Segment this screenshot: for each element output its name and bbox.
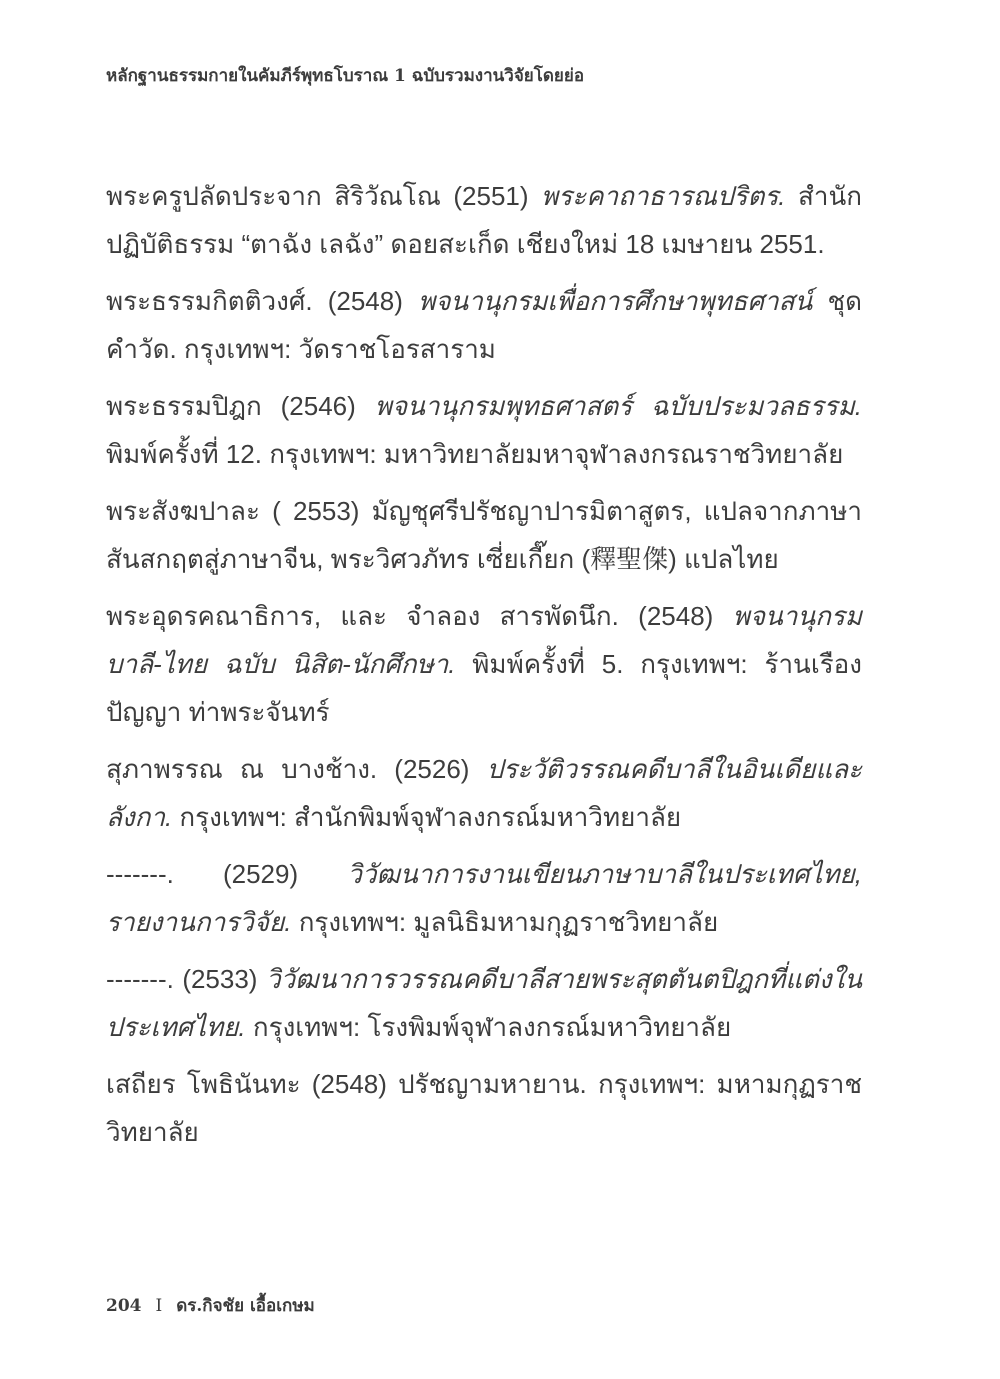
reference-author-year: สุภาพรรณ ณ บางช้าง. (2526) — [106, 754, 487, 784]
reference-publication: พิมพ์ครั้งที่ 5. กรุงเทพฯ: ร้านเรืองปัญญา ท่าพระจันทร์ — [106, 649, 862, 727]
reference-publication: กรุงเทพฯ: มูลนิธิมหามกุฏราชวิทยาลัย — [291, 907, 719, 937]
reference-title: วิวัฒนาการงานเขียนภาษาบาลีในประเทศไทย, รายงานการวิจัย. — [106, 859, 862, 937]
reference-title: ประวัติวรรณคดีบาลีในอินเดียและลังกา. — [106, 754, 862, 832]
reference-entry — [106, 592, 862, 736]
page-footer — [106, 1292, 315, 1319]
footer-author: ดร.กิจชัย เอื้อเกษม — [176, 1296, 315, 1316]
reference-publication: ชุด คำวัด. กรุงเทพฯ: วัดราชโอรสาราม — [106, 286, 862, 364]
page-number: 204 — [106, 1296, 142, 1316]
reference-author-year: เสถียร โพธินันทะ (2548) ปรัชญามหายาน. กรุงเทพฯ: มหามกุฏราชวิทยาลัย — [106, 1069, 862, 1147]
reference-entry — [106, 1060, 862, 1156]
reference-title: พจนานุกรมพุทธศาสตร์ ฉบับประมวลธรรม. — [374, 391, 863, 421]
reference-entry — [106, 172, 862, 268]
reference-title: วิวัฒนาการวรรณคดีบาลีสายพระสุตตันตปิฎกที่แต่งในประเทศไทย. — [106, 964, 862, 1042]
reference-publication: กรุงเทพฯ: โรงพิมพ์จุฬาลงกรณ์มหาวิทยาลัย — [245, 1012, 732, 1042]
reference-entry — [106, 487, 862, 583]
reference-entry — [106, 277, 862, 373]
reference-author-year: พระธรรมกิตติวงศ์. (2548) — [106, 286, 419, 316]
reference-list — [106, 172, 862, 1165]
reference-entry — [106, 382, 862, 478]
reference-title: พจนานุกรม บาลี-ไทย ฉบับ นิสิต-นักศึกษา. — [106, 601, 862, 679]
reference-entry — [106, 745, 862, 841]
reference-author-year: พระธรรมปิฎก (2546) — [106, 391, 375, 421]
reference-author-year: พระครูปลัดประจาก สิริวัณโณ (2551) — [106, 181, 542, 211]
reference-entry — [106, 850, 862, 946]
footer-separator: I — [155, 1296, 163, 1316]
reference-author-year: -------. (2533) — [106, 964, 266, 994]
reference-publication: กรุงเทพฯ: สำนักพิมพ์จุฬาลงกรณ์มหาวิทยาลัย — [172, 802, 682, 832]
reference-publication: พิมพ์ครั้งที่ 12. กรุงเทพฯ: มหาวิทยาลัยมหาจุฬาลงกรณราชวิทยาลัย — [106, 439, 844, 469]
reference-author-year: -------. (2529) — [106, 859, 348, 889]
reference-title: พระคาถาธารณปริตร. — [541, 181, 786, 211]
reference-entry — [106, 955, 862, 1051]
reference-author-year: พระอุดรคณาธิการ, และ จำลอง สารพัดนึก. (2548) — [106, 601, 733, 631]
reference-title: พจนานุกรมเพื่อการศึกษาพุทธศาสน์ — [418, 286, 813, 316]
running-header: หลักฐานธรรมกายในคัมภีร์พุทธโบราณ 1 ฉบับรวมงานวิจัยโดยย่อ — [106, 66, 585, 86]
reference-publication: สำนักปฏิบัติธรรม “ตาฉัง เลฉัง” ดอยสะเก็ด เชียงใหม่ 18 เมษายน 2551. — [106, 181, 862, 259]
reference-author-year: พระสังฆปาละ ( 2553) มัญชุศรีปรัชญาปารมิตาสูตร, แปลจากภาษาสันสกฤตสู่ภาษาจีน, พระวิศวภัทร เซี่ยเกี๊ยก (釋聖傑) แปลไทย — [106, 496, 862, 574]
